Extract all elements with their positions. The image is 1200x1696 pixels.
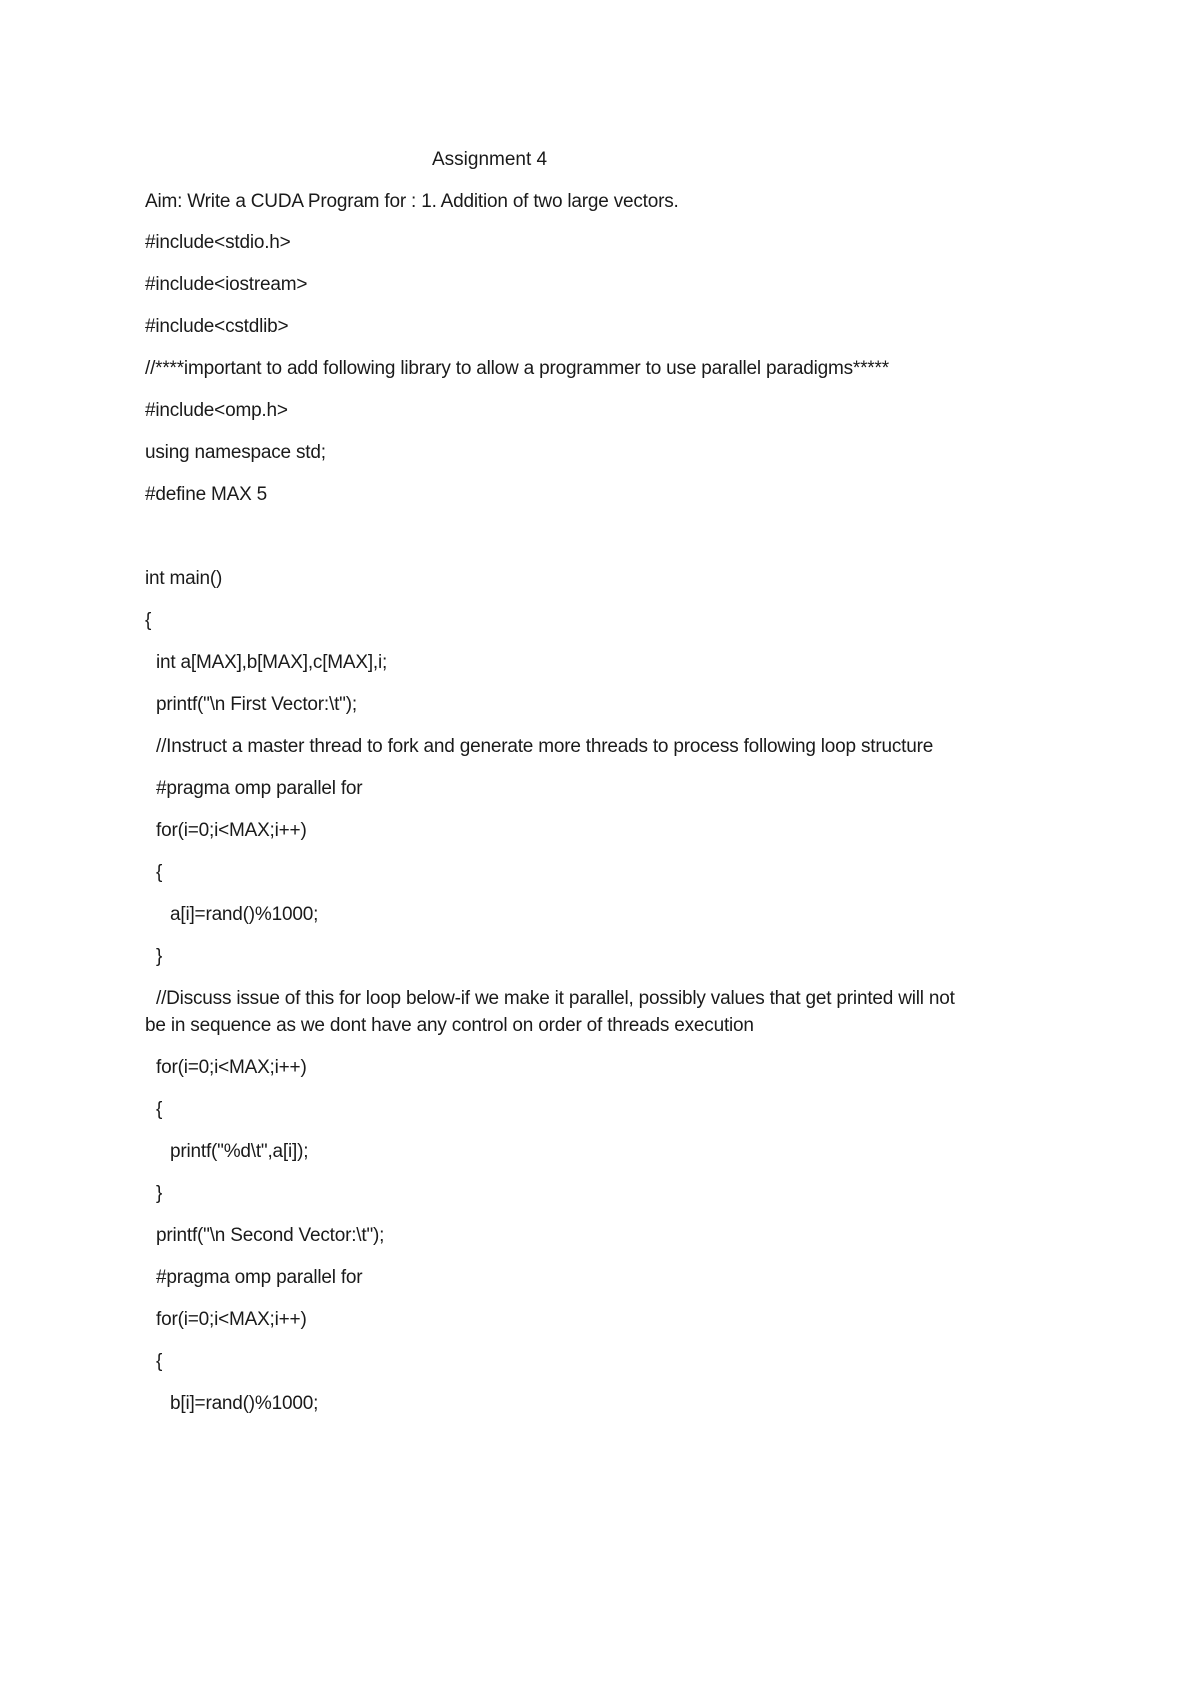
code-line-for-3: for(i=0;i<MAX;i++) — [156, 1309, 307, 1330]
code-line-printf-a: printf("%d\t",a[i]); — [170, 1141, 309, 1162]
code-line-define-max: #define MAX 5 — [145, 484, 268, 505]
code-line-printf-first-vector: printf("\n First Vector:\t"); — [156, 694, 357, 715]
code-comment-instruct-master: //Instruct a master thread to fork and generate more threads to process following loop structure — [156, 736, 934, 757]
code-line-printf-second-vector: printf("\n Second Vector:\t"); — [156, 1225, 385, 1246]
code-line-open-brace-2: { — [156, 1099, 163, 1120]
code-line-for-2: for(i=0;i<MAX;i++) — [156, 1057, 307, 1078]
code-line-main: int main() — [145, 568, 223, 589]
code-line-open-brace-1: { — [156, 862, 163, 883]
code-line-assign-b: b[i]=rand()%1000; — [170, 1393, 319, 1414]
code-line-assign-a: a[i]=rand()%1000; — [170, 904, 319, 925]
code-line-open-brace: { — [145, 610, 152, 631]
code-line-pragma-2: #pragma omp parallel for — [156, 1267, 363, 1288]
code-line-close-brace-2: } — [156, 1183, 163, 1204]
document-title: Assignment 4 — [432, 149, 548, 170]
code-line-open-brace-3: { — [156, 1351, 163, 1372]
code-line-using-namespace: using namespace std; — [145, 442, 326, 463]
code-comment-discuss-issue: //Discuss issue of this for loop below-if we make it parallel, possibly values that get printed will not — [156, 988, 955, 1009]
code-line-declare-arrays: int a[MAX],b[MAX],c[MAX],i; — [156, 652, 388, 673]
aim-statement: Aim: Write a CUDA Program for : 1. Addition of two large vectors. — [145, 191, 679, 212]
code-line-include-iostream: #include<iostream> — [145, 274, 308, 295]
code-line-pragma-1: #pragma omp parallel for — [156, 778, 363, 799]
code-comment-discuss-issue-cont: be in sequence as we dont have any control on order of threads execution — [145, 1015, 754, 1036]
code-line-include-cstdlib: #include<cstdlib> — [145, 316, 289, 337]
code-line-include-stdio: #include<stdio.h> — [145, 232, 291, 253]
code-comment-important: //****important to add following library to allow a programmer to use parallel paradigms***** — [145, 358, 889, 379]
code-line-for-1: for(i=0;i<MAX;i++) — [156, 820, 307, 841]
code-line-include-omp: #include<omp.h> — [145, 400, 288, 421]
code-line-close-brace-1: } — [156, 946, 163, 967]
